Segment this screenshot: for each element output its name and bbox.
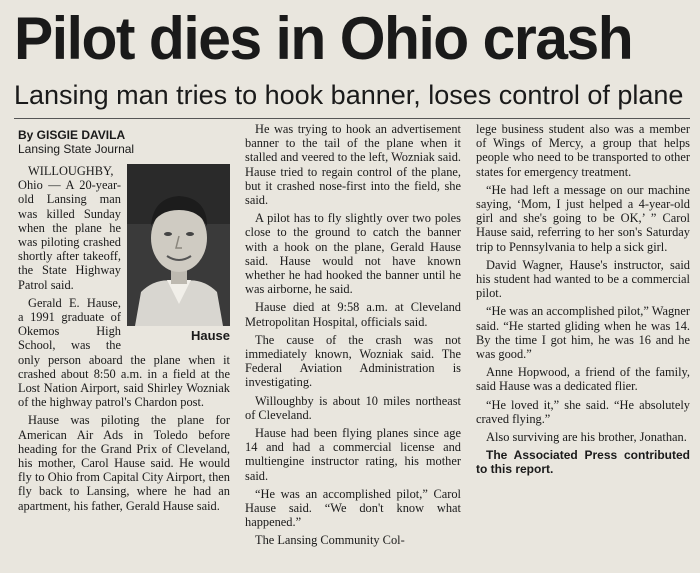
paragraph: Anne Hopwood, a friend of the family, said Hause was a dedicated flier.	[476, 365, 690, 394]
paragraph: He was trying to hook an advertisement banner to the tail of the plane when it stalled and veered to the left, Wozniak said. Hause tried to regain control of the plane, but it crashed nose-first into the field, she said.	[245, 122, 461, 208]
divider-rule	[14, 118, 690, 119]
photo-caption: Hause	[190, 328, 230, 343]
paragraph: Hause had been flying planes since age 14 and had a commercial license and multiengine instructor rating, his mother said.	[245, 426, 461, 483]
paragraph: Willoughby is about 10 miles northeast of Cleveland.	[245, 393, 461, 422]
paragraph: Gerald E. Hause, a 1991 graduate of Okemos High School, was the only person aboard the plane when it crashed about 8:50 a.m. in a field at the Lost Nation Airport, said Shirley Wozniak of the highway patrol's Chardon post.	[18, 295, 230, 410]
paragraph: David Wagner, Hause's instructor, said his student had wanted to be a commercial pilot.	[476, 257, 690, 301]
paragraph: The cause of the crash was not immediately known, Wozniak said. The Federal Aviation Administration is investigating.	[245, 332, 461, 390]
contribution-credit: The Associated Press contributed to this report.	[476, 448, 690, 477]
paragraph: “He had left a message on our machine saying, ‘Mom, I just helped a 4-year-old girl and she's going to be OK,’ ” Carol Hause said, referring to her son's Saturday trip to Pennsylvania to help a sick girl.	[476, 182, 690, 254]
paragraph: “He was an accomplished pilot,” Carol Hause said. “We don't know what happened.”	[245, 486, 461, 530]
portrait-photo	[127, 164, 230, 326]
paragraph: WILLOUGHBY, Ohio — A 20-year-old Lansing man was killed Sunday when the plane he was piloting crashed shortly after takeoff, the State Highway Patrol said.	[18, 164, 121, 292]
paragraph: “He was an accomplished pilot,” Wagner said. “He started gliding when he was 14. By the time I got him, he was 16 and he was good.”	[476, 304, 690, 362]
byline-affiliation: Lansing State Journal	[18, 142, 135, 156]
article-column-1	[18, 122, 230, 517]
headline: Pilot dies in Ohio crash	[14, 5, 633, 72]
paragraph: lege business student also was a member of Wings of Mercy, a group that helps people who need to be transported to other states for emergency treatment.	[476, 122, 690, 179]
subheadline: Lansing man tries to hook banner, loses control of plane	[14, 80, 684, 110]
paragraph: The Lansing Community Col-	[255, 533, 405, 548]
paragraph: Also surviving are his brother, Jonathan.	[486, 430, 687, 445]
paragraph: “He loved it,” she said. “He absolutely craved flying.”	[476, 397, 690, 426]
paragraph: A pilot has to fly slightly over two poles close to the ground to catch the banner with a hook on the plane, Gerald Hause said. Hause would not have known whether he had hooked the banner until he was airborne, he said.	[245, 211, 461, 297]
article-column-2	[245, 122, 461, 552]
paragraph: Hause died at 9:58 a.m. at Cleveland Metropolitan Hospital, officials said.	[245, 300, 461, 329]
byline: By GISGIE DAVILA	[18, 128, 126, 142]
article-column-3	[476, 122, 690, 480]
paragraph: Hause was piloting the plane for American Air Ads in Toledo before heading for the Grand Prix of Cleveland, his mother, Carol Hause said. He would fly to Ohio from Capital City Airport, then fly back to Lansing, where he had an apartment, his father, Gerald Hause said.	[18, 413, 230, 513]
